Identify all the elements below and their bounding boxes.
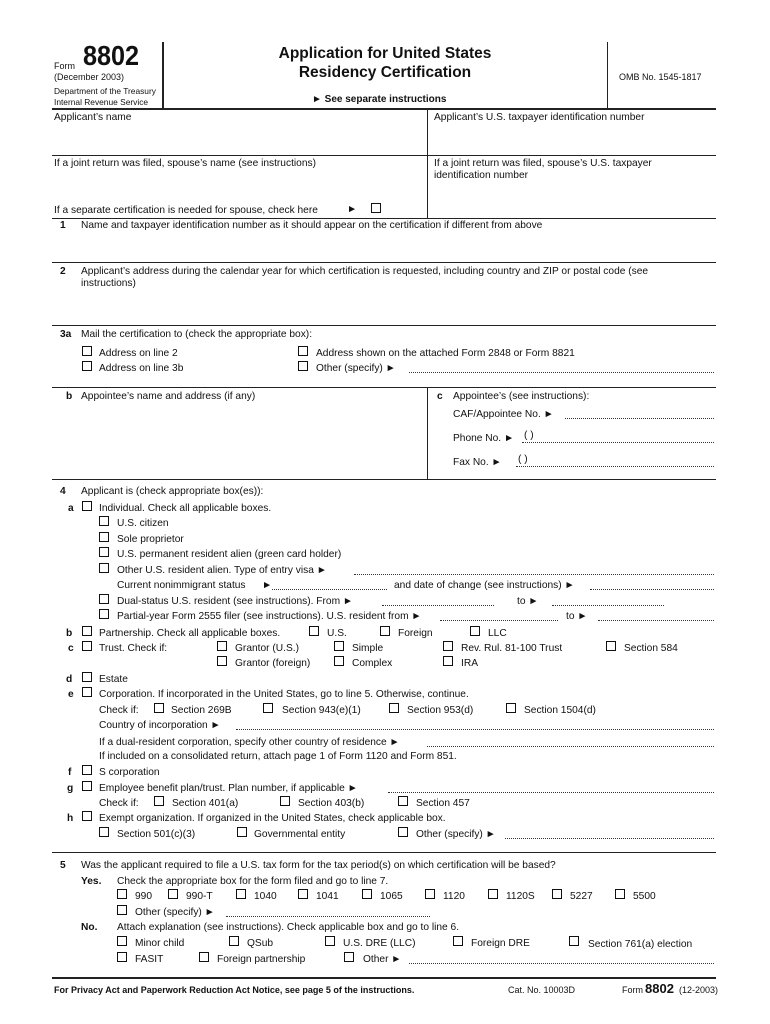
no-other-label: Other ►: [363, 954, 402, 965]
us-dre-label: U.S. DRE (LLC): [343, 938, 416, 949]
section-501c3-checkbox[interactable]: [99, 827, 109, 837]
line-4h-letter: h: [67, 813, 74, 824]
s-corp-label: S corporation: [99, 767, 160, 778]
complex-checkbox[interactable]: [334, 656, 344, 666]
footer-revision: (12-2003): [679, 985, 719, 995]
trust-checkbox[interactable]: [82, 641, 92, 651]
corp-check-if-label: Check if:: [99, 705, 139, 716]
phone-field[interactable]: [522, 442, 714, 443]
exempt-other-checkbox[interactable]: [398, 827, 408, 837]
form-other-checkbox[interactable]: [117, 905, 127, 915]
grantor-us-checkbox[interactable]: [217, 641, 227, 651]
corporation-label: Corporation. If incorporated in the United States, go to line 5. Otherwise, continue.: [99, 689, 469, 700]
exempt-other-field[interactable]: [505, 838, 714, 839]
fasit-label: FASIT: [135, 954, 164, 965]
form-1040-checkbox[interactable]: [236, 889, 246, 899]
line-4c-letter: c: [68, 643, 74, 654]
no-other-checkbox[interactable]: [344, 952, 354, 962]
line-1-label: Name and taxpayer identification number as it should appear on the certification if different from above: [81, 220, 543, 231]
form-1120s-label: 1120S: [506, 891, 535, 902]
mail-other-checkbox[interactable]: [298, 361, 308, 371]
rev-rul-label: Rev. Rul. 81-100 Trust: [461, 643, 563, 654]
form-1040-label: 1040: [254, 891, 277, 902]
plan-number-field[interactable]: [388, 792, 714, 793]
partial-year-checkbox[interactable]: [99, 609, 109, 619]
section-761-checkbox[interactable]: [569, 936, 579, 946]
section-761-label: Section 761(a) election: [588, 939, 693, 950]
dual-to-label: to ►: [517, 596, 539, 607]
qsub-label: QSub: [247, 938, 274, 949]
line-3a-label: Mail the certification to (check the appropriate box):: [81, 329, 313, 340]
fax-label: Fax No. ►: [453, 457, 502, 468]
dual-corp-label: If a dual-resident corporation, specify other country of residence ►: [99, 737, 400, 748]
form-990-label: 990: [135, 891, 152, 902]
simple-checkbox[interactable]: [334, 641, 344, 651]
partnership-foreign-label: Foreign: [398, 628, 433, 639]
section-953-checkbox[interactable]: [389, 703, 399, 713]
line-3a-number: 3a: [60, 329, 72, 340]
line-2-label: Applicant’s address during the calendar year for which certification is requested, including country and ZIP or postal code (see: [81, 266, 649, 277]
form-title-line2: Residency Certification: [298, 64, 472, 81]
line-4d-letter: d: [66, 674, 73, 685]
line-4e-letter: e: [68, 689, 74, 700]
section-269b-checkbox[interactable]: [154, 703, 164, 713]
form-5227-checkbox[interactable]: [552, 889, 562, 899]
form-5500-label: 5500: [633, 891, 656, 902]
individual-label: Individual. Check all applicable boxes.: [99, 503, 272, 514]
form-1065-checkbox[interactable]: [362, 889, 372, 899]
line-2-number: 2: [60, 266, 66, 277]
section-269b-label: Section 269B: [171, 705, 232, 716]
dual-from-field[interactable]: [382, 605, 494, 606]
dual-to-field[interactable]: [552, 605, 664, 606]
line-4f-letter: f: [68, 767, 72, 778]
form-990t-label: 990-T: [186, 891, 213, 902]
governmental-label: Governmental entity: [254, 829, 346, 840]
partnership-us-checkbox[interactable]: [309, 626, 319, 636]
form-label: Form: [54, 61, 75, 71]
simple-label: Simple: [352, 643, 384, 654]
agency: Internal Revenue Service: [54, 97, 149, 107]
line-5-number: 5: [60, 860, 66, 871]
section-403-checkbox[interactable]: [280, 796, 290, 806]
form-number: 8802: [83, 40, 140, 71]
see-instructions: ► See separate instructions: [312, 94, 447, 105]
partial-to-field[interactable]: [598, 620, 714, 621]
minor-child-label: Minor child: [135, 938, 185, 949]
section-401-label: Section 401(a): [172, 798, 239, 809]
section-943-label: Section 943(e)(1): [282, 705, 361, 716]
line-3b-number: b: [66, 391, 73, 402]
date-change-label: and date of change (see instructions) ►: [394, 580, 575, 591]
rev-rul-checkbox[interactable]: [443, 641, 453, 651]
permanent-resident-checkbox[interactable]: [99, 547, 109, 557]
complex-label: Complex: [352, 658, 393, 669]
us-citizen-checkbox[interactable]: [99, 516, 109, 526]
line-3c-label: Appointee’s (see instructions):: [453, 391, 590, 402]
mail-other-label: Other (specify) ►: [316, 363, 396, 374]
us-dre-checkbox[interactable]: [325, 936, 335, 946]
partnership-llc-label: LLC: [488, 628, 507, 639]
mail-line2-checkbox[interactable]: [82, 346, 92, 356]
consolidated-note: If included on a consolidated return, attach page 1 of Form 1120 and Form 851.: [99, 751, 457, 762]
grantor-foreign-checkbox[interactable]: [217, 656, 227, 666]
mail-line2-label: Address on line 2: [99, 348, 178, 359]
line-5-label: Was the applicant required to file a U.S. tax form for the tax period(s) on which certification will be based?: [81, 860, 556, 871]
benefit-plan-label: Employee benefit plan/trust. Plan number, if applicable ►: [99, 783, 358, 794]
sole-proprietor-label: Sole proprietor: [117, 534, 184, 545]
no-other-field[interactable]: [409, 963, 714, 964]
estate-label: Estate: [99, 674, 128, 685]
estate-checkbox[interactable]: [82, 672, 92, 682]
foreign-dre-checkbox[interactable]: [453, 936, 463, 946]
exempt-org-checkbox[interactable]: [82, 811, 92, 821]
section-457-label: Section 457: [416, 798, 470, 809]
form-1120-checkbox[interactable]: [425, 889, 435, 899]
caf-label: CAF/Appointee No. ►: [453, 409, 554, 420]
section-584-checkbox[interactable]: [606, 641, 616, 651]
plan-check-if-label: Check if:: [99, 798, 139, 809]
spouse-tin-label: If a joint return was filed, spouse’s U.S. taxpayer: [434, 158, 652, 169]
line-3b-label: Appointee’s name and address (if any): [81, 391, 256, 402]
line-5-yes: Yes.: [81, 876, 102, 887]
separate-cert-label: If a separate certification is needed for spouse, check here: [54, 205, 318, 216]
mail-other-field[interactable]: [409, 372, 714, 373]
benefit-plan-checkbox[interactable]: [82, 781, 92, 791]
mail-form2848-label: Address shown on the attached Form 2848 or Form 8821: [316, 348, 575, 359]
mail-form2848-checkbox[interactable]: [298, 346, 308, 356]
caf-field[interactable]: [565, 418, 714, 419]
section-401-checkbox[interactable]: [154, 796, 164, 806]
line-4a-letter: a: [68, 503, 74, 514]
line-4b-letter: b: [66, 628, 73, 639]
mail-line3b-checkbox[interactable]: [82, 361, 92, 371]
phone-area-code: ( ): [524, 430, 534, 441]
individual-checkbox[interactable]: [82, 501, 92, 511]
partial-from-field[interactable]: [440, 620, 558, 621]
form-1041-label: 1041: [316, 891, 339, 902]
partial-year-label: Partial-year Form 2555 filer (see instructions). U.S. resident from ►: [117, 611, 422, 622]
form-5500-checkbox[interactable]: [615, 889, 625, 899]
partnership-us-label: U.S.: [327, 628, 347, 639]
section-501c3-label: Section 501(c)(3): [117, 829, 196, 840]
sole-proprietor-checkbox[interactable]: [99, 532, 109, 542]
section-1504-checkbox[interactable]: [506, 703, 516, 713]
section-457-checkbox[interactable]: [398, 796, 408, 806]
form-990t-checkbox[interactable]: [168, 889, 178, 899]
dual-status-checkbox[interactable]: [99, 594, 109, 604]
arrow-icon: ►: [347, 204, 358, 215]
exempt-org-label: Exempt organization. If organized in the United States, check applicable box.: [99, 813, 446, 824]
footer-form-number: 8802: [645, 981, 674, 996]
line-4-label: Applicant is (check appropriate box(es)):: [81, 486, 264, 497]
other-alien-label: Other U.S. resident alien. Type of entry visa ►: [117, 565, 327, 576]
section-584-label: Section 584: [624, 643, 678, 654]
form-5227-label: 5227: [570, 891, 593, 902]
department: Department of the Treasury: [54, 86, 156, 96]
other-alien-checkbox[interactable]: [99, 563, 109, 573]
line-5-no-text: Attach explanation (see instructions). Check applicable box and go to line 6.: [117, 922, 460, 933]
s-corp-checkbox[interactable]: [82, 765, 92, 775]
omb-number: OMB No. 1545-1817: [619, 72, 702, 82]
line-2-label-2: instructions): [81, 278, 136, 289]
ira-label: IRA: [461, 658, 478, 669]
section-403-label: Section 403(b): [298, 798, 365, 809]
form-990-checkbox[interactable]: [117, 889, 127, 899]
form-other-label: Other (specify) ►: [135, 907, 215, 918]
mail-line3b-label: Address on line 3b: [99, 363, 184, 374]
visa-type-field[interactable]: [354, 574, 714, 575]
form-1120-label: 1120: [443, 891, 465, 902]
current-status-label: Current nonimmigrant status: [117, 580, 246, 591]
dual-status-label: Dual-status U.S. resident (see instructions). From ►: [117, 596, 353, 607]
form-1065-label: 1065: [380, 891, 403, 902]
us-citizen-label: U.S. citizen: [117, 518, 169, 529]
foreign-partnership-checkbox[interactable]: [199, 952, 209, 962]
ira-checkbox[interactable]: [443, 656, 453, 666]
applicant-name-label: Applicant’s name: [54, 112, 132, 123]
line-4g-letter: g: [67, 783, 74, 794]
form-title-line1: Application for United States: [278, 45, 492, 62]
current-status-field[interactable]: [272, 589, 387, 590]
trust-label: Trust. Check if:: [99, 643, 168, 654]
partnership-label: Partnership. Check all applicable boxes.: [99, 628, 281, 639]
spouse-tin-label-2: identification number: [434, 170, 529, 181]
exempt-other-label: Other (specify) ►: [416, 829, 496, 840]
footer-form-label: Form: [622, 985, 643, 995]
form-other-field[interactable]: [226, 916, 430, 917]
partnership-checkbox[interactable]: [82, 626, 92, 636]
fax-area-code: ( ): [518, 454, 528, 465]
foreign-partnership-label: Foreign partnership: [217, 954, 306, 965]
phone-label: Phone No. ►: [453, 433, 515, 444]
line-3c-number: c: [437, 391, 443, 402]
applicant-tin-label: Applicant’s U.S. taxpayer identification number: [434, 112, 645, 123]
permanent-resident-label: U.S. permanent resident alien (green card holder): [117, 549, 342, 560]
governmental-checkbox[interactable]: [237, 827, 247, 837]
fasit-checkbox[interactable]: [117, 952, 127, 962]
country-incorporation-label: Country of incorporation ►: [99, 720, 221, 731]
form-1120s-checkbox[interactable]: [488, 889, 498, 899]
section-953-label: Section 953(d): [407, 705, 474, 716]
grantor-us-label: Grantor (U.S.): [235, 643, 299, 654]
line-1-number: 1: [60, 220, 66, 231]
section-1504-label: Section 1504(d): [524, 705, 596, 716]
spouse-name-label: If a joint return was filed, spouse’s name (see instructions): [54, 158, 316, 169]
partnership-foreign-checkbox[interactable]: [380, 626, 390, 636]
qsub-checkbox[interactable]: [229, 936, 239, 946]
grantor-foreign-label: Grantor (foreign): [235, 658, 311, 669]
fax-field[interactable]: [516, 466, 714, 467]
country-incorporation-field[interactable]: [236, 729, 714, 730]
line-5-no: No.: [81, 922, 98, 933]
privacy-notice: For Privacy Act and Paperwork Reduction Act Notice, see page 5 of the instructions.: [54, 985, 415, 995]
minor-child-checkbox[interactable]: [117, 936, 127, 946]
form-revision: (December 2003): [54, 72, 125, 82]
arrow-icon: ►: [262, 580, 273, 591]
partial-to-label: to ►: [566, 611, 588, 622]
form-1041-checkbox[interactable]: [298, 889, 308, 899]
separate-cert-checkbox[interactable]: [371, 203, 381, 213]
dual-corp-field[interactable]: [427, 746, 714, 747]
catalog-number: Cat. No. 10003D: [508, 985, 576, 995]
foreign-dre-label: Foreign DRE: [471, 938, 530, 949]
line-5-yes-text: Check the appropriate box for the form filed and go to line 7.: [117, 876, 389, 887]
date-change-field[interactable]: [590, 589, 714, 590]
section-943-checkbox[interactable]: [263, 703, 273, 713]
partnership-llc-checkbox[interactable]: [470, 626, 480, 636]
corporation-checkbox[interactable]: [82, 687, 92, 697]
line-4-number: 4: [60, 486, 66, 497]
